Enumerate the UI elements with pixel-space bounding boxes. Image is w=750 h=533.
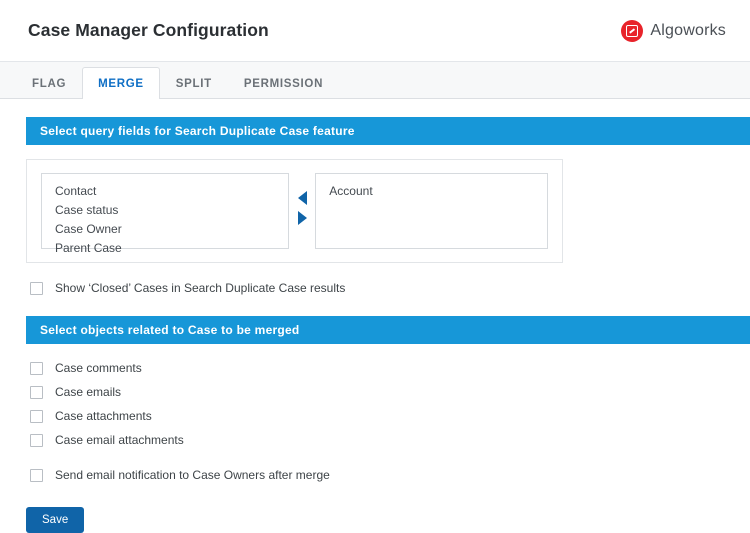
notify-owners-label: Send email notification to Case Owners after merge	[55, 468, 330, 482]
case-email-attachments-checkbox[interactable]	[30, 434, 43, 447]
app-header	[0, 0, 750, 62]
case-emails-label: Case emails	[55, 385, 122, 399]
algoworks-logo-icon	[621, 20, 643, 42]
tab-permission[interactable]: PERMISSION	[243, 78, 324, 90]
save-button[interactable]: Save	[26, 507, 84, 533]
tab-bar	[0, 62, 750, 99]
list-item[interactable]: Parent Case	[55, 241, 122, 255]
arrow-left-icon[interactable]	[298, 191, 307, 205]
case-comments-label: Case comments	[55, 361, 142, 375]
brand-name: Algoworks	[650, 21, 726, 39]
case-attachments-checkbox[interactable]	[30, 410, 43, 423]
case-comments-checkbox[interactable]	[30, 362, 43, 375]
notify-owners-row[interactable]	[30, 465, 750, 485]
main-content	[0, 99, 750, 533]
closed-cases-label: Show ‘Closed’ Cases in Search Duplicate Case results	[55, 281, 346, 295]
list-item[interactable]: Account	[329, 184, 373, 198]
case-emails-row[interactable]	[30, 382, 750, 402]
arrow-right-icon[interactable]	[298, 211, 307, 225]
notify-owners-checkbox[interactable]	[30, 469, 43, 482]
closed-cases-checkbox[interactable]	[30, 282, 43, 295]
selected-fields-list[interactable]	[315, 173, 548, 249]
tab-flag[interactable]: FLAG	[32, 78, 67, 90]
list-item[interactable]: Case Owner	[55, 222, 122, 236]
closed-cases-row[interactable]	[30, 278, 750, 298]
case-comments-row[interactable]	[30, 358, 750, 378]
case-attachments-label: Case attachments	[55, 409, 152, 423]
list-item[interactable]: Case status	[55, 203, 119, 217]
tab-split[interactable]: SPLIT	[175, 78, 212, 90]
case-emails-checkbox[interactable]	[30, 386, 43, 399]
brand-logo	[621, 20, 726, 42]
dual-listbox	[26, 159, 563, 263]
query-fields-section-header: Select query fields for Search Duplicate Case feature	[26, 117, 750, 145]
case-email-attachments-row[interactable]	[30, 430, 750, 450]
page-title: Case Manager Configuration	[28, 20, 269, 40]
list-item[interactable]: Contact	[55, 184, 97, 198]
case-email-attachments-label: Case email attachments	[55, 433, 184, 447]
related-objects-section-header: Select objects related to Case to be merged	[26, 316, 750, 344]
transfer-buttons	[289, 173, 315, 225]
available-fields-list[interactable]	[41, 173, 289, 255]
case-attachments-row[interactable]	[30, 406, 750, 426]
related-objects-checkbox-group	[0, 358, 750, 450]
tab-merge[interactable]: MERGE	[82, 67, 160, 99]
